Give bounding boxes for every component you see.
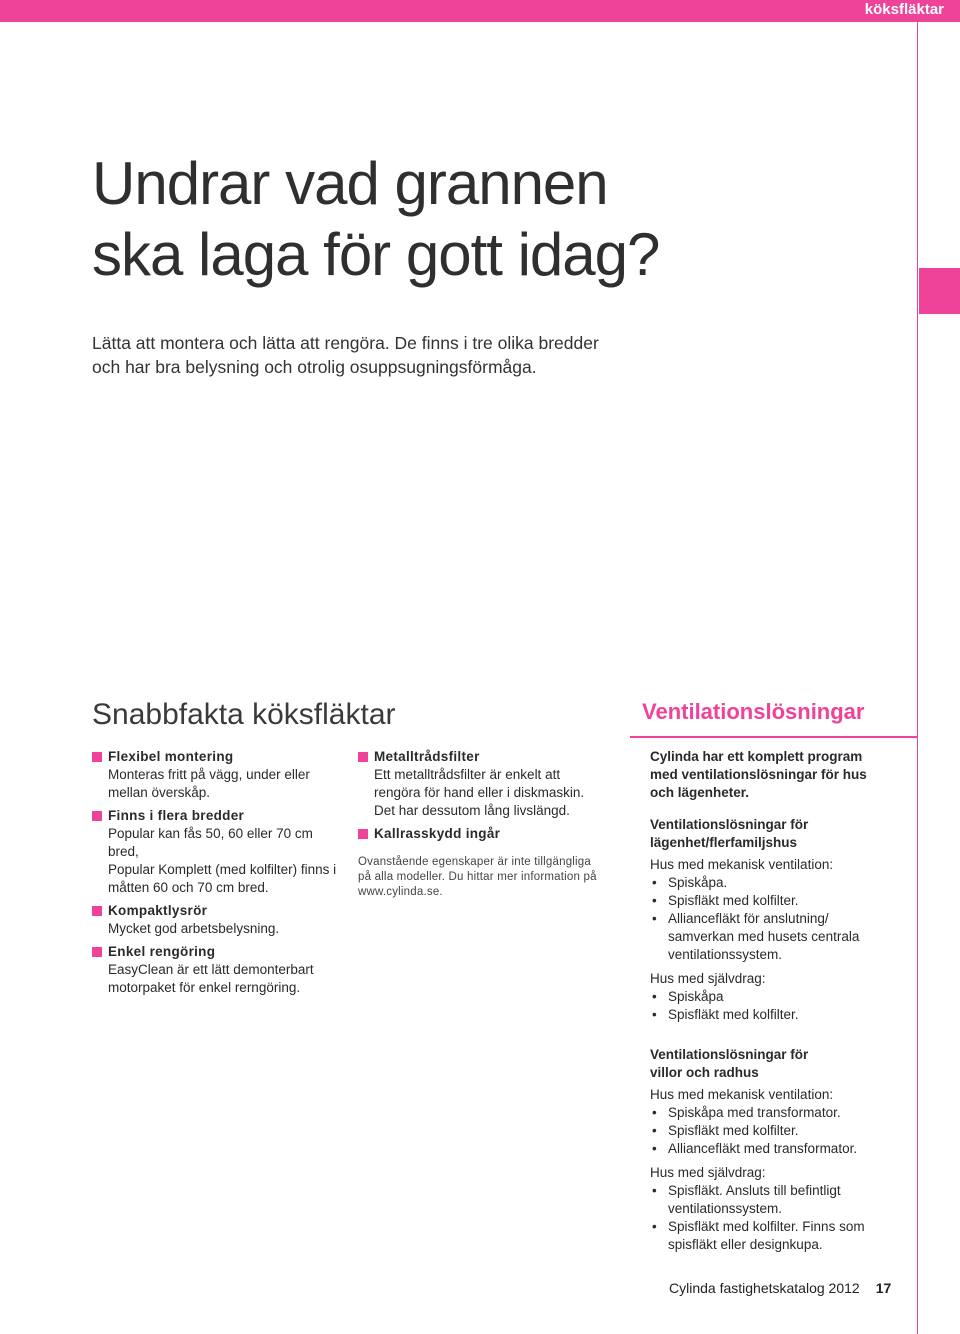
ventilation-column: [650, 748, 912, 1254]
list-item: • Spisfläkt med kolfilter.: [650, 892, 912, 910]
fact-line: Popular Komplett (med kolfilter) finns i: [108, 862, 337, 877]
natural-draft-label: Hus med självdrag:: [650, 971, 766, 986]
section-label: köksfläktar: [864, 1, 944, 18]
list-item-continuation: ventilationssystem.: [668, 947, 783, 962]
note-line: på alla modeller. Du hittar mer information på: [358, 871, 597, 883]
square-bullet-icon: [358, 752, 368, 762]
square-bullet-icon: [92, 811, 102, 821]
section-heading: Ventilationslösningar för lägenhet/flerfamiljshus: [650, 817, 809, 850]
intro-line: och har bra belysning och otrolig osuppsugningsförmåga.: [92, 357, 537, 377]
fact-item: [358, 748, 603, 820]
fact-line: mellan överskåp.: [108, 785, 211, 800]
fact-heading: Flexibel montering: [108, 749, 234, 764]
ventilation-title-rule: [630, 736, 917, 738]
note-line: Ovanstående egenskaper är inte tillgängliga: [358, 856, 592, 868]
list-item-continuation: samverkan med husets centrala: [668, 929, 860, 944]
mechanical-list: [650, 1104, 912, 1158]
list-item-continuation: spisfläkt eller designkupa.: [668, 1237, 823, 1252]
mechanical-label: Hus med mekanisk ventilation:: [650, 857, 834, 872]
fact-line: motorpaket för enkel rerngöring.: [108, 980, 301, 995]
facts-title: Snabbfakta köksfläktar: [92, 698, 396, 731]
intro-text: [92, 331, 599, 379]
fact-heading: Kallrasskydd ingår: [374, 826, 501, 841]
fact-line: Det har dessutom lång livslängd.: [374, 803, 570, 818]
list-item: • Spisfläkt. Ansluts till befintligt: [650, 1182, 912, 1200]
ventilation-intro: Cylinda har ett komplett program med ventilationslösningar för hus och lägenheter.: [650, 749, 867, 800]
list-item: • Spiskåpa med transformator.: [650, 1104, 912, 1122]
fact-item: [92, 902, 342, 938]
list-item: • Spiskåpa: [650, 988, 912, 1006]
facts-column-1: [92, 748, 342, 1002]
page-footer: [669, 1279, 891, 1297]
section-heading: Ventilationslösningar för villor och radhus: [650, 1047, 809, 1080]
fact-heading: Metalltrådsfilter: [374, 749, 480, 764]
square-bullet-icon: [92, 906, 102, 916]
catalog-name: Cylinda fastighetskatalog 2012: [669, 1280, 860, 1296]
page-headline: [92, 148, 659, 290]
natural-draft-list: [650, 988, 912, 1024]
list-item: • Spisfläkt med kolfilter.: [650, 1006, 912, 1024]
list-item: • Spisfläkt med kolfilter. Finns som: [650, 1218, 912, 1236]
mechanical-label: Hus med mekanisk ventilation:: [650, 1087, 834, 1102]
facts-column-2: [358, 748, 603, 900]
list-item: • Alliancefläkt för anslutning/: [650, 910, 912, 928]
fact-item: [92, 807, 342, 897]
fact-line: EasyClean är ett lätt demonterbart: [108, 962, 314, 977]
fact-line: Popular kan fås 50, 60 eller 70 cm bred,: [108, 826, 313, 859]
fact-item: [92, 748, 342, 802]
list-item: • Spiskåpa.: [650, 874, 912, 892]
fact-line: Monteras fritt på vägg, under eller: [108, 767, 310, 782]
ventilation-title: Ventilationslösningar: [642, 699, 865, 724]
headline-line: ska laga för gott idag?: [92, 221, 660, 288]
side-tab: [919, 268, 960, 314]
square-bullet-icon: [92, 752, 102, 762]
margin-rule: [917, 22, 918, 1334]
intro-line: Lätta att montera och lätta att rengöra. De finns i tre olika bredder: [92, 333, 599, 353]
fact-heading: Finns i flera bredder: [108, 808, 245, 823]
top-bar: [0, 0, 960, 22]
mechanical-list: [650, 874, 912, 964]
fact-line: rengöra för hand eller i diskmaskin.: [374, 785, 585, 800]
natural-draft-label: Hus med självdrag:: [650, 1165, 766, 1180]
note-line: www.cylinda.se.: [358, 886, 443, 898]
list-item: • Alliancefläkt med transformator.: [650, 1140, 912, 1158]
fact-item: [358, 825, 603, 843]
fact-heading: Enkel rengöring: [108, 944, 216, 959]
square-bullet-icon: [358, 829, 368, 839]
headline-line: Undrar vad grannen: [92, 150, 608, 217]
fact-line: Ett metalltrådsfilter är enkelt att: [374, 767, 561, 782]
availability-note: [358, 855, 603, 900]
list-item: • Spisfläkt med kolfilter.: [650, 1122, 912, 1140]
page-number: 17: [875, 1280, 892, 1296]
list-item-continuation: ventilationssystem.: [668, 1201, 783, 1216]
fact-heading: Kompaktlysrör: [108, 903, 208, 918]
fact-item: [92, 943, 342, 997]
square-bullet-icon: [92, 947, 102, 957]
fact-line: måtten 60 och 70 cm bred.: [108, 880, 269, 895]
ventilation-section-apartments: [650, 816, 912, 1024]
fact-line: Mycket god arbetsbelysning.: [108, 921, 280, 936]
ventilation-section-houses: [650, 1046, 912, 1254]
natural-draft-list: [650, 1182, 912, 1254]
